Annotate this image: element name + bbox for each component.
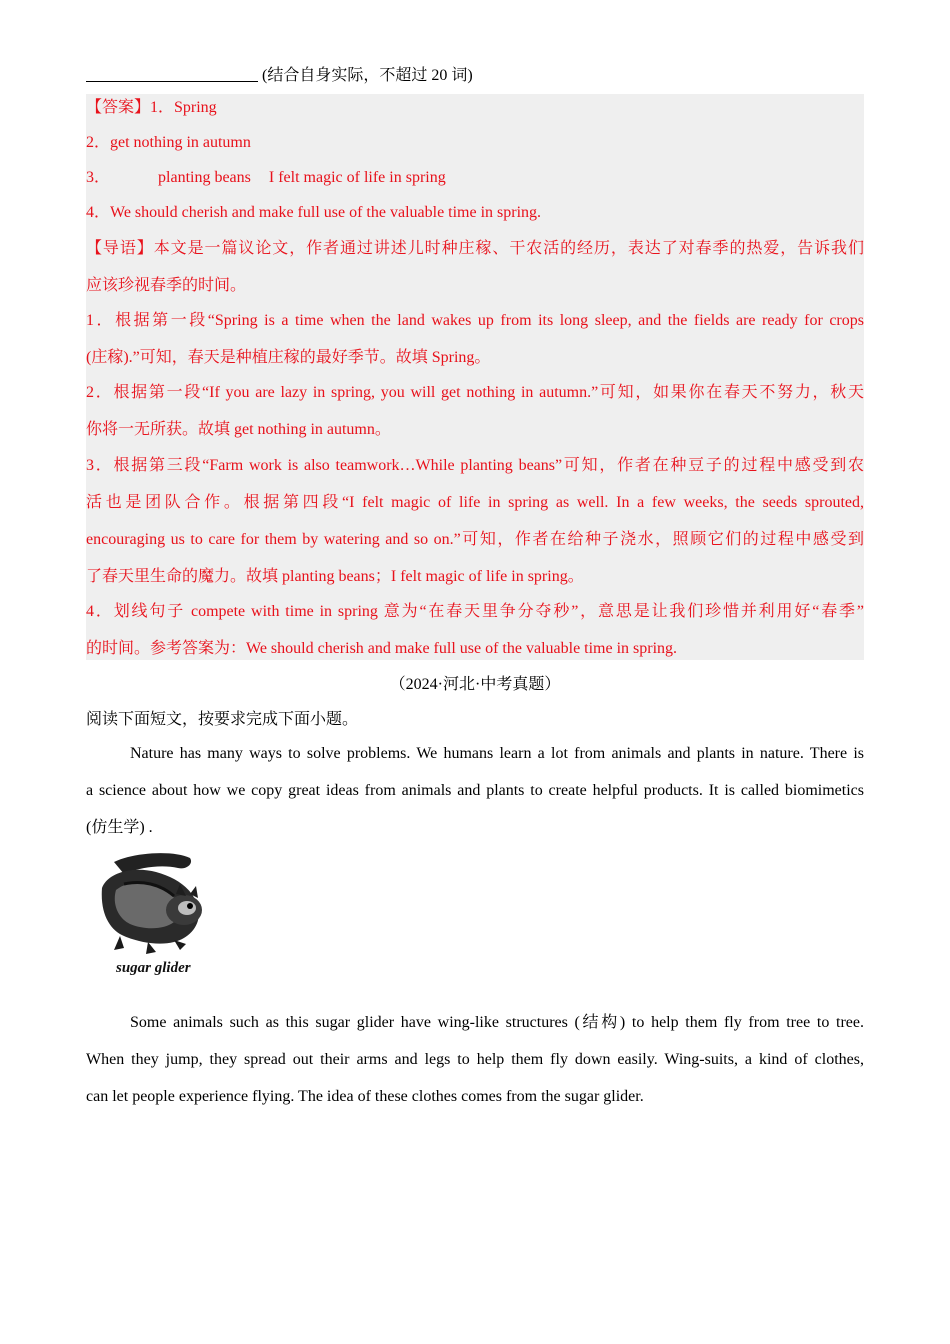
source-citation: （2024·河北·中考真题） xyxy=(389,676,561,693)
reading-instruction: 阅读下面短文，按要求完成下面小题。 xyxy=(86,711,359,728)
guide-line-2: 应该珍视春季的时间。 xyxy=(86,277,247,294)
explain-3-line-3: encouraging us to care for them by watering and so on.”可知，作者在给种子浇水，照顾它们的过程中感受到 xyxy=(86,531,864,548)
answer-1: 【答案】1．Spring xyxy=(86,99,217,116)
answer-explanation-box xyxy=(86,94,864,660)
explain-4-line-2: 的时间。参考答案为：We should cherish and make full use of the valuable time in spring. xyxy=(86,640,678,657)
answer-3a: planting beans xyxy=(158,169,251,186)
explain-3-line-4: 了春天里生命的魔力。故填 planting beans；I felt magic of life in spring。 xyxy=(86,568,584,585)
passage-para1-line3: (仿生学) . xyxy=(86,819,153,836)
answer-blank[interactable] xyxy=(86,65,258,82)
passage-para2-line3: can let people experience flying. The idea of these clothes comes from the sugar glider. xyxy=(86,1088,644,1105)
explain-1-line-2: (庄稼).”可知，春天是种植庄稼的最好季节。故填 Spring。 xyxy=(86,349,491,366)
answer-blank-line xyxy=(86,62,864,84)
explain-2-line-1: 2．根据第一段“If you are lazy in spring, you will get nothing in autumn.”可知，如果你在春天不努力，秋天 xyxy=(86,384,864,401)
passage-para2-line1: Some animals such as this sugar glider have wing-like structures (结构) to help them fly from tree to tree. xyxy=(130,1014,864,1031)
answer-3: 3． planting beans I felt magic of life in spring xyxy=(86,169,446,186)
sugar-glider-figure xyxy=(94,850,216,980)
answer-4: 4．We should cherish and make full use of the valuable time in spring. xyxy=(86,204,542,221)
figure-caption: sugar glider xyxy=(116,960,191,976)
sugar-glider-illustration xyxy=(94,850,216,980)
passage-para2-line2: When they jump, they spread out their arms and legs to help them fly down easily. Wing-suits, a kind of clothes, xyxy=(86,1051,864,1068)
answer-2: 2．get nothing in autumn xyxy=(86,134,251,151)
explain-1-line-1: 1．根据第一段“Spring is a time when the land wakes up from its long sleep, and the fields are ready for crops xyxy=(86,312,864,329)
word-limit-note: (结合自身实际，不超过 20 词) xyxy=(262,67,473,84)
passage-para1-line2: a science about how we copy great ideas from animals and plants to create helpful products. It is called biomimetics xyxy=(86,782,864,799)
explain-4-line-1: 4．划线句子 compete with time in spring 意为“在春天里争分夺秒”，意思是让我们珍惜并利用好“春季” xyxy=(86,603,864,620)
explain-3-line-1: 3．根据第三段“Farm work is also teamwork…While planting beans”可知，作者在种豆子的过程中感受到农 xyxy=(86,457,864,474)
explain-2-line-2: 你将一无所获。故填 get nothing in autumn。 xyxy=(86,421,391,438)
explain-3-line-2: 活也是团队合作。根据第四段“I felt magic of life in spring as well. In a few weeks, the seeds sprouted, xyxy=(86,494,864,511)
answer-3b: I felt magic of life in spring xyxy=(268,169,446,186)
passage-para1-line1: Nature has many ways to solve problems. We humans learn a lot from animals and plants in nature. There is xyxy=(130,745,864,762)
guide-line-1: 【导语】本文是一篇议论文，作者通过讲述儿时种庄稼、干农活的经历，表达了对春季的热爱，告诉我们 xyxy=(86,240,864,257)
